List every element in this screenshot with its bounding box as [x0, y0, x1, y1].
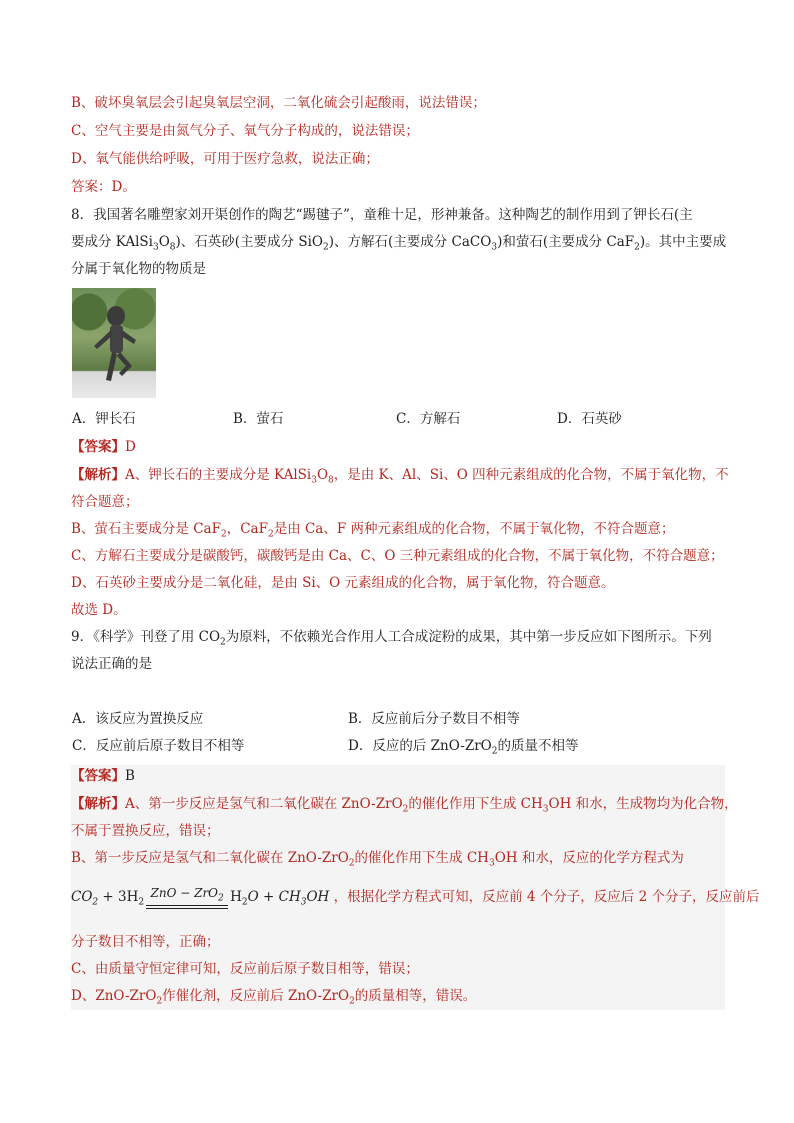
- q9-option-d: D．反应的后 ZnO-ZrO$_2$的质量不相等: [348, 738, 579, 757]
- q8-option-c: C．方解石: [396, 411, 461, 427]
- chemical-equation: [71, 880, 759, 920]
- q8-answer: 【答案】D: [71, 439, 136, 455]
- q8-stem-line3: 分属于氧化物的物质是: [71, 261, 206, 277]
- q9-analysis-b-cont: 分子数目不相等，正确；: [71, 934, 220, 950]
- sculpture-photo: [72, 288, 156, 398]
- q9-analysis-a: 【解析】A、第一步反应是氢气和二氧化碳在 ZnO-ZrO$_2$的催化作用下生成 $CH_3OH$ 和水，生成物均为化合物，: [71, 796, 738, 815]
- q9-analysis-a-cont: 不属于置换反应，错误；: [71, 823, 220, 839]
- q8-stem-line2: 要成分 $KAlSi_3O_8$)、石英砂(主要成分 SiO$_2$)、方解石(主要成分 CaCO$_3$)和萤石(主要成分 CaF$_2$)。其中主要成: [71, 234, 727, 253]
- q9-stem-line1: 9．《科学》刊登了用 $CO_2$为原料，不依赖光合作用人工合成淀粉的成果，其中第一步反应如下图所示。下列: [71, 629, 712, 648]
- q7-analysis-b: B、破坏臭氧层会引起臭氧层空洞，二氧化硫会引起酸雨，说法错误；: [71, 95, 486, 111]
- q9-analysis-d: D、ZnO-ZrO$_2$作催化剂，反应前后 ZnO-ZrO$_2$的质量相等，错误。: [71, 988, 477, 1007]
- q8-analysis-d: D、石英砂主要成分是二氧化硅，是由 Si、O 元素组成的化合物，属于氧化物，符合题意。: [71, 575, 615, 591]
- q9-option-b: B．反应前后分子数目不相等: [348, 711, 520, 727]
- q8-analysis-b: B、萤石主要成分是 CaF$_2$，CaF$_2$是由 Ca、F 两种元素组成的化合物，不属于氧化物，不符合题意；: [71, 521, 675, 540]
- q7-analysis-c: C、空气主要是由氮气分子、氧气分子构成的，说法错误；: [71, 123, 419, 139]
- q9-stem-line2: 说法正确的是: [71, 656, 152, 672]
- q9-analysis-b: B、第一步反应是氢气和二氧化碳在 ZnO-ZrO$_2$的催化作用下生成 $CH_3OH$ 和水，反应的化学方程式为: [71, 850, 684, 869]
- q8-conclusion: 故选 D。: [71, 602, 127, 618]
- q7-answer: 答案：D。: [71, 179, 136, 195]
- q9-analysis-c: C、由质量守恒定律可知，反应前后原子数目相等，错误；: [71, 961, 419, 977]
- catalyst-arrow: ZnO − ZrO$_2$: [146, 886, 228, 909]
- q8-option-d: D．石英砂: [557, 411, 622, 427]
- q8-analysis-c: C、方解石主要成分是碳酸钙，碳酸钙是由 Ca、C、O 三种元素组成的化合物，不属于氧化物，不符合题意；: [71, 548, 724, 564]
- q8-option-b: B．萤石: [233, 411, 284, 427]
- q8-analysis-a-cont: 符合题意；: [71, 494, 139, 510]
- equation-explanation: ，根据化学方程式可知，反应前 4 个分子，反应后 2 个分子，反应前后: [333, 889, 760, 905]
- q8-stem-line1: 8．我国著名雕塑家刘开渠创作的陶艺“踢毽子”，童稚十足，形神兼备。这种陶艺的制作用到了钾长石(主: [71, 207, 693, 223]
- q8-analysis-a: 【解析】A、钾长石的主要成分是 $KAlSi_3O_8$，是由 K、Al、Si、O 四种元素组成的化合物，不属于氧化物，不: [71, 467, 729, 486]
- q9-answer: 【答案】B: [71, 768, 135, 784]
- q8-option-a: A．钾长石: [72, 411, 136, 427]
- q9-option-c: C．反应前后原子数目不相等: [72, 738, 245, 754]
- q7-analysis-d: D、氧气能供给呼吸，可用于医疗急救，说法正确；: [71, 151, 379, 167]
- q9-option-a: A．该反应为置换反应: [72, 711, 204, 727]
- equation-formula: $CO_2 + 3H_2$ ZnO − ZrO$_2$ $H_2O + CH_3OH$: [71, 885, 330, 908]
